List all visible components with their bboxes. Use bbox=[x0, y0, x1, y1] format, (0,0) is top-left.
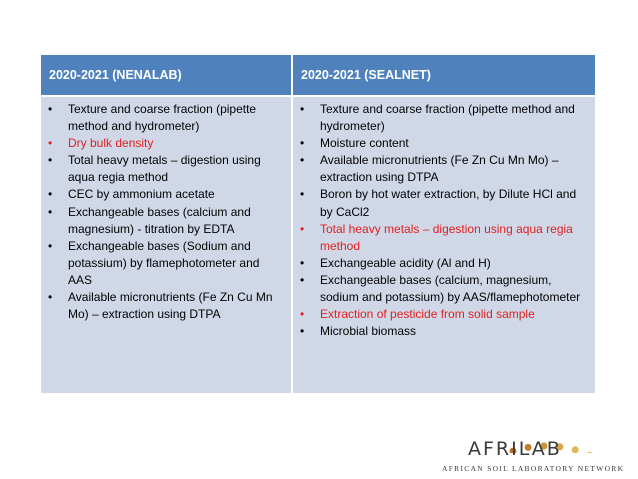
method-item: • Extraction of pesticide from solid sample bbox=[299, 306, 589, 323]
nenalab-methods-cell bbox=[41, 97, 291, 393]
afrilab-logo bbox=[436, 413, 636, 475]
logo-tagline: AFRICAN SOIL LABORATORY NETWORK bbox=[442, 464, 625, 473]
method-item: • Total heavy metals – digestion using aqua regia method bbox=[47, 152, 285, 186]
method-item: • Exchangeable bases (calcium, magnesium, sodium and potassium) by AAS/flamephotometer bbox=[299, 272, 589, 306]
logo-dot bbox=[586, 452, 593, 453]
sealnet-methods-cell bbox=[293, 97, 595, 393]
header-nenalab: 2020-2021 (NENALAB) bbox=[41, 55, 291, 95]
method-item: • Exchangeable bases (calcium and magnesium) - titration by EDTA bbox=[47, 204, 285, 238]
method-item: • Dry bulk density bbox=[47, 135, 285, 152]
method-item: • CEC by ammonium acetate bbox=[47, 186, 285, 203]
logo-wordmark: AFRILAB bbox=[468, 438, 562, 460]
method-item: • Texture and coarse fraction (pipette method and hydrometer) bbox=[299, 101, 589, 135]
logo-dot bbox=[572, 446, 579, 453]
method-item: • Exchangeable acidity (Al and H) bbox=[299, 255, 589, 272]
sealnet-methods-list bbox=[299, 101, 589, 340]
methods-table bbox=[41, 55, 595, 393]
method-item: • Exchangeable bases (Sodium and potassium) by flamephotometer and AAS bbox=[47, 238, 285, 289]
method-item: • Texture and coarse fraction (pipette method and hydrometer) bbox=[47, 101, 285, 135]
method-item: • Boron by hot water extraction, by Dilute HCl and by CaCl2 bbox=[299, 186, 589, 220]
header-sealnet: 2020-2021 (SEALNET) bbox=[293, 55, 595, 95]
nenalab-methods-list bbox=[47, 101, 285, 323]
method-item: • Total heavy metals – digestion using aqua regia method bbox=[299, 221, 589, 255]
method-item: • Microbial biomass bbox=[299, 323, 589, 340]
method-item: • Available micronutrients (Fe Zn Cu Mn Mo) – extraction using DTPA bbox=[47, 289, 285, 323]
method-item: • Moisture content bbox=[299, 135, 589, 152]
method-item: • Available micronutrients (Fe Zn Cu Mn Mo) – extraction using DTPA bbox=[299, 152, 589, 186]
